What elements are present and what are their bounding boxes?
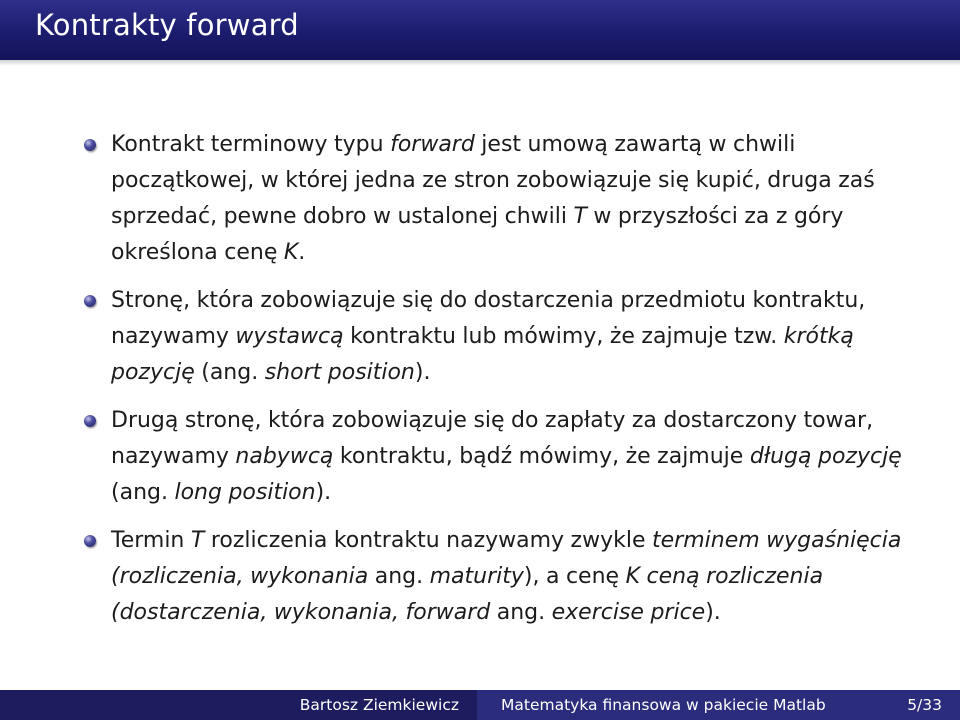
footer-bar <box>0 690 960 720</box>
bullet-icon <box>84 295 96 307</box>
text-segment: K <box>625 564 641 589</box>
text-segment: T <box>573 204 587 229</box>
text-segment: Termin <box>111 528 191 553</box>
text-segment: (ang. <box>194 360 265 385</box>
text-segment: w przyszłości za z góry określona cenę <box>111 204 844 265</box>
bullet-text <box>111 132 875 265</box>
text-segment: maturity <box>429 564 524 589</box>
text-segment: terminem wygaśnięcia (rozliczenia, wykonania <box>111 528 902 589</box>
text-segment: Kontrakt terminowy typu <box>111 132 391 157</box>
bullet-text <box>111 408 902 505</box>
bullet-icon <box>84 139 96 151</box>
bullet-text <box>111 528 901 625</box>
bullet-item-4 <box>84 523 904 631</box>
footer-title-box <box>477 690 960 720</box>
text-segment: Stronę, która zobowiązuje się do dostarczenia przedmiotu kontraktu, nazywamy <box>111 288 866 349</box>
text-segment: ). <box>315 480 332 505</box>
text-segment: jest umową zawartą w chwili początkowej, w której jedna ze stron zobowiązuje się kupić, druga zaś sprzedać, pewne dobro w ustalonej chwili <box>111 132 875 229</box>
text-segment: ). <box>705 600 721 625</box>
text-segment: T <box>190 528 205 553</box>
text-segment: long position <box>174 480 316 505</box>
slide-title: Kontrakty forward <box>35 8 299 42</box>
text-segment: ang. <box>368 564 430 589</box>
footer-title: Matematyka finansowa w pakiecie Matlab <box>501 696 826 714</box>
text-segment: Drugą stronę, która zobowiązuje się do zapłaty za dostarczony towar, nazywamy <box>111 408 874 469</box>
bullet-text <box>111 288 865 385</box>
text-segment: short position <box>264 360 415 385</box>
footer-author-box <box>0 690 477 720</box>
text-segment: ceną rozliczenia (dostarczenia, wykonania, forward <box>111 564 824 625</box>
text-segment: (ang. <box>111 480 175 505</box>
page-number: 5/33 <box>907 696 942 714</box>
text-segment: rozliczenia kontraktu nazywamy zwykle <box>204 528 652 553</box>
text-segment: nabywcą <box>235 444 334 469</box>
text-segment: kontraktu, bądź mówimy, że zajmuje <box>333 444 750 469</box>
bullet-item-1 <box>84 127 904 271</box>
text-segment: exercise price <box>551 600 706 625</box>
text-segment: K <box>283 240 299 265</box>
text-segment: ), a cenę <box>523 564 626 589</box>
text-segment: . <box>298 240 306 265</box>
text-segment: długą pozycję <box>749 444 902 469</box>
title-shadow <box>0 60 960 66</box>
footer-author: Bartosz Ziemkiewicz <box>299 696 459 714</box>
bullet-icon <box>84 415 96 427</box>
bullet-item-3 <box>84 403 904 511</box>
title-bar <box>0 0 960 60</box>
text-segment: kontraktu lub mówimy, że zajmuje tzw. <box>343 324 784 349</box>
text-segment: ang. <box>490 600 552 625</box>
text-segment: krótką pozycję <box>111 324 854 385</box>
text-segment: wystawcą <box>235 324 344 349</box>
bullet-icon <box>84 535 96 547</box>
bullet-item-2 <box>84 283 904 391</box>
slide-content <box>84 127 904 643</box>
text-segment: forward <box>390 132 475 157</box>
text-segment: ). <box>414 360 431 385</box>
